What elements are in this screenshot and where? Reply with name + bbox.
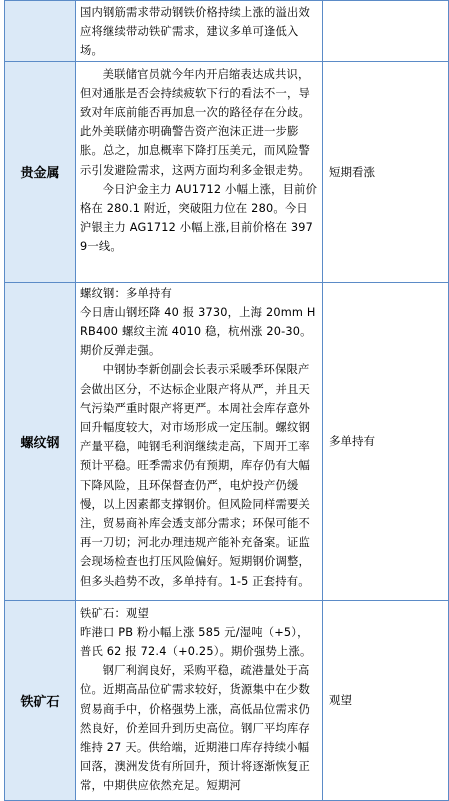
view-cell: 观望 <box>323 600 449 800</box>
price-summary: 今日唐山钢坯降 40 报 3730，上海 20mm HRB400 螺纹主流 4010 稳，杭州涨 20-30。期价反弹走强。 <box>80 305 316 358</box>
content-cell <box>76 282 323 600</box>
content-cell <box>76 61 323 282</box>
category-cell <box>5 1 76 62</box>
paragraph: 今日沪金主力 AU1712 小幅上涨，目前价格在 280.1 附近，突破阻力位在 280。今日沪银主力 AG1712 小幅上涨,目前价格在 3979一线。 <box>80 182 318 254</box>
table-row <box>5 61 449 282</box>
view-cell: 多单持有 <box>323 282 449 600</box>
table-row <box>5 600 449 800</box>
market-outlook-table <box>4 0 449 801</box>
content-cell <box>76 1 323 62</box>
section-heading: 螺纹钢：多单持有 <box>80 286 172 300</box>
section-heading: 铁矿石：观望 <box>80 606 149 620</box>
paragraph: 钢厂利润良好，采购平稳，疏港量处于高位。近期高品位矿需求较好，货源集中在少数贸易商手中，价格强势上涨，高低品位需求仍然良好，价差回升到历史高位。钢厂平均库存维持 27 天。供给端，近期港口库存持续小幅回落，澳洲发货有所回升，预计将逐渐恢复正常，中期供应依然充足。短期河 <box>80 664 310 793</box>
paragraph: 中钢协李新创副会长表示采暖季环保限产会做出区分，不达标企业限产将从严，并且天气污染严重时限产将更严。本周社会库存意外回升幅度较大，对市场形成一定压制。螺纹钢产量平稳，吨钢毛利润继续走高，下周开工率预计平稳。旺季需求仍有预期，库存仍有大幅下降风险，且环保督查仍严，电炉投产仍缓慢，以上因素都支撑钢价。但风险同样需要关注，贸易商补库会透支部分需求；环保可能不再一刀切；河北办理违规产能补充备案。证监会现场检查也打压风险偏好。短期钢价调整，但多头趋势不改，多单持有。1-5 正套持有。 <box>80 363 310 588</box>
category-cell: 铁矿石 <box>5 600 76 800</box>
table-row <box>5 282 449 600</box>
table-row <box>5 1 449 62</box>
category-cell: 贵金属 <box>5 61 76 282</box>
paragraph: 国内钢筋需求带动钢铁价格持续上涨的溢出效应将继续带动铁矿需求，建议多单可逢低入场。 <box>80 6 310 58</box>
view-cell <box>323 1 449 62</box>
view-cell: 短期看涨 <box>323 61 449 282</box>
category-cell: 螺纹钢 <box>5 282 76 600</box>
paragraph: 美联储官员就今年内开启缩表达成共识，但对通胀是否会持续疲软下行的看法不一，导致对年底前能否再加息一次的路径存在分歧。此外美联储亦明确警告资产泡沫正进一步膨胀。总之，加息概率下降打压美元，而风险警示引发避险需求，这两方面均利多金银走势。 <box>80 67 310 177</box>
content-cell <box>76 600 323 800</box>
price-summary: 昨港口 PB 粉小幅上涨 585 元/湿吨（+5），普氏 62 报 72.4（+0.25）。期价强势上涨。 <box>80 625 312 659</box>
